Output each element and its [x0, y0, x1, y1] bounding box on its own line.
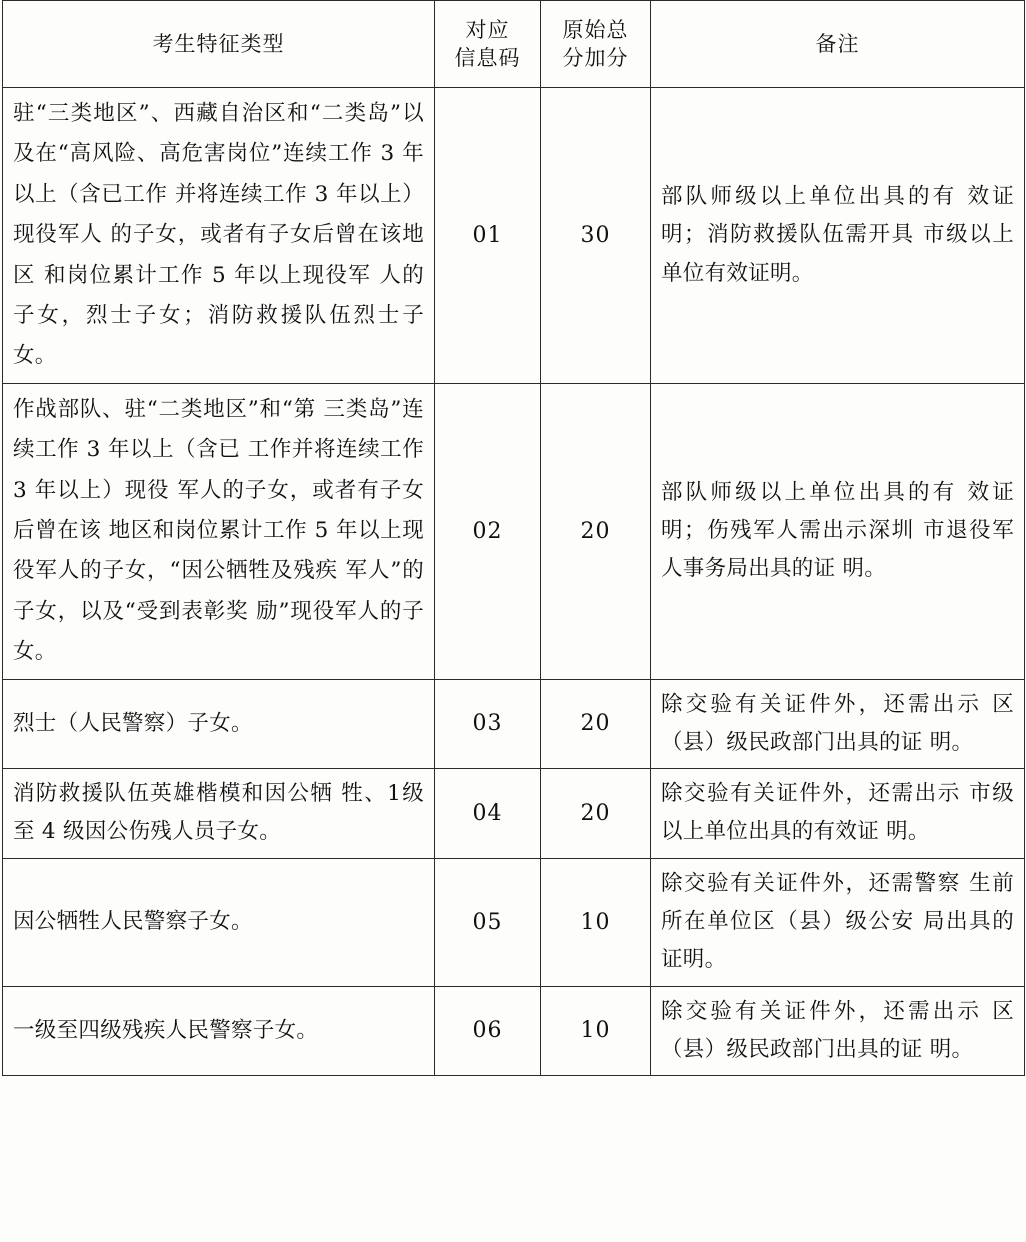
header-cell-note	[651, 1, 1025, 88]
row-remark: 除交验有关证件外，还需警察 生前所在单位区（县）级公安 局出具的证明。	[651, 858, 1025, 986]
table-row	[3, 679, 1025, 769]
header-cell-type	[3, 1, 435, 88]
header-label-score-line2: 分加分	[562, 46, 629, 70]
row-bonus-score: 20	[541, 383, 651, 679]
row-type-description: 一级至四级残疾人民警察子女。	[3, 986, 435, 1076]
row-bonus-score: 10	[541, 858, 651, 986]
header-cell-score	[541, 1, 651, 88]
table-row	[3, 858, 1025, 986]
table-header-row	[3, 1, 1025, 88]
header-cell-code	[435, 1, 541, 88]
row-remark: 部队师级以上单位出具的有 效证明；消防救援队伍需开具 市级以上单位有效证明。	[651, 88, 1025, 384]
row-info-code: 01	[435, 88, 541, 384]
row-info-code: 05	[435, 858, 541, 986]
row-remark: 除交验有关证件外，还需出示 区（县）级民政部门出具的证 明。	[651, 986, 1025, 1076]
row-bonus-score: 20	[541, 679, 651, 769]
row-bonus-score: 30	[541, 88, 651, 384]
row-type-description: 作战部队、驻“二类地区”和“第 三类岛”连续工作 3 年以上（含已 工作并将连续工作 3 年以上）现役 军人的子女，或者有子女后曾在该 地区和岗位累计工作 5 年以上现 役军人的子女，“因公牺牲及残疾 军人”的子女，以及“受到表彰奖 励”现役军人的子女。	[3, 383, 435, 679]
header-label-code-line2: 信息码	[454, 46, 521, 70]
row-info-code: 02	[435, 383, 541, 679]
header-label-type: 考生特征类型	[152, 31, 285, 56]
row-bonus-score: 10	[541, 986, 651, 1076]
table-row	[3, 769, 1025, 859]
row-type-description: 烈士（人民警察）子女。	[3, 679, 435, 769]
row-info-code: 03	[435, 679, 541, 769]
row-bonus-score: 20	[541, 769, 651, 859]
table-row	[3, 383, 1025, 679]
candidate-characteristics-table	[2, 0, 1025, 1076]
row-info-code: 06	[435, 986, 541, 1076]
header-label-score-line1: 原始总	[562, 17, 629, 42]
table-row	[3, 88, 1025, 384]
row-remark: 部队师级以上单位出具的有 效证明；伤残军人需出示深圳 市退役军人事务局出具的证 明。	[651, 383, 1025, 679]
row-type-description: 因公牺牲人民警察子女。	[3, 858, 435, 986]
row-type-description: 驻“三类地区”、西藏自治区和“二类岛”以及在“高风险、高危害岗位”连续工作 3 年以上（含已工作 并将连续工作 3 年以上）现役军人 的子女，或者有子女后曾在该地区 和岗位累计工作 5 年以上现役军 人的子女，烈士子女；消防救援队伍烈士子女。	[3, 88, 435, 384]
row-remark: 除交验有关证件外，还需出示 区（县）级民政部门出具的证 明。	[651, 679, 1025, 769]
row-type-description: 消防救援队伍英雄楷模和因公牺 牲、1级至 4 级因公伤残人员子女。	[3, 769, 435, 859]
header-label-note: 备注	[815, 31, 860, 56]
table-row	[3, 986, 1025, 1076]
row-info-code: 04	[435, 769, 541, 859]
header-label-code-line1: 对应	[465, 17, 510, 42]
row-remark: 除交验有关证件外，还需出示 市级以上单位出具的有效证 明。	[651, 769, 1025, 859]
